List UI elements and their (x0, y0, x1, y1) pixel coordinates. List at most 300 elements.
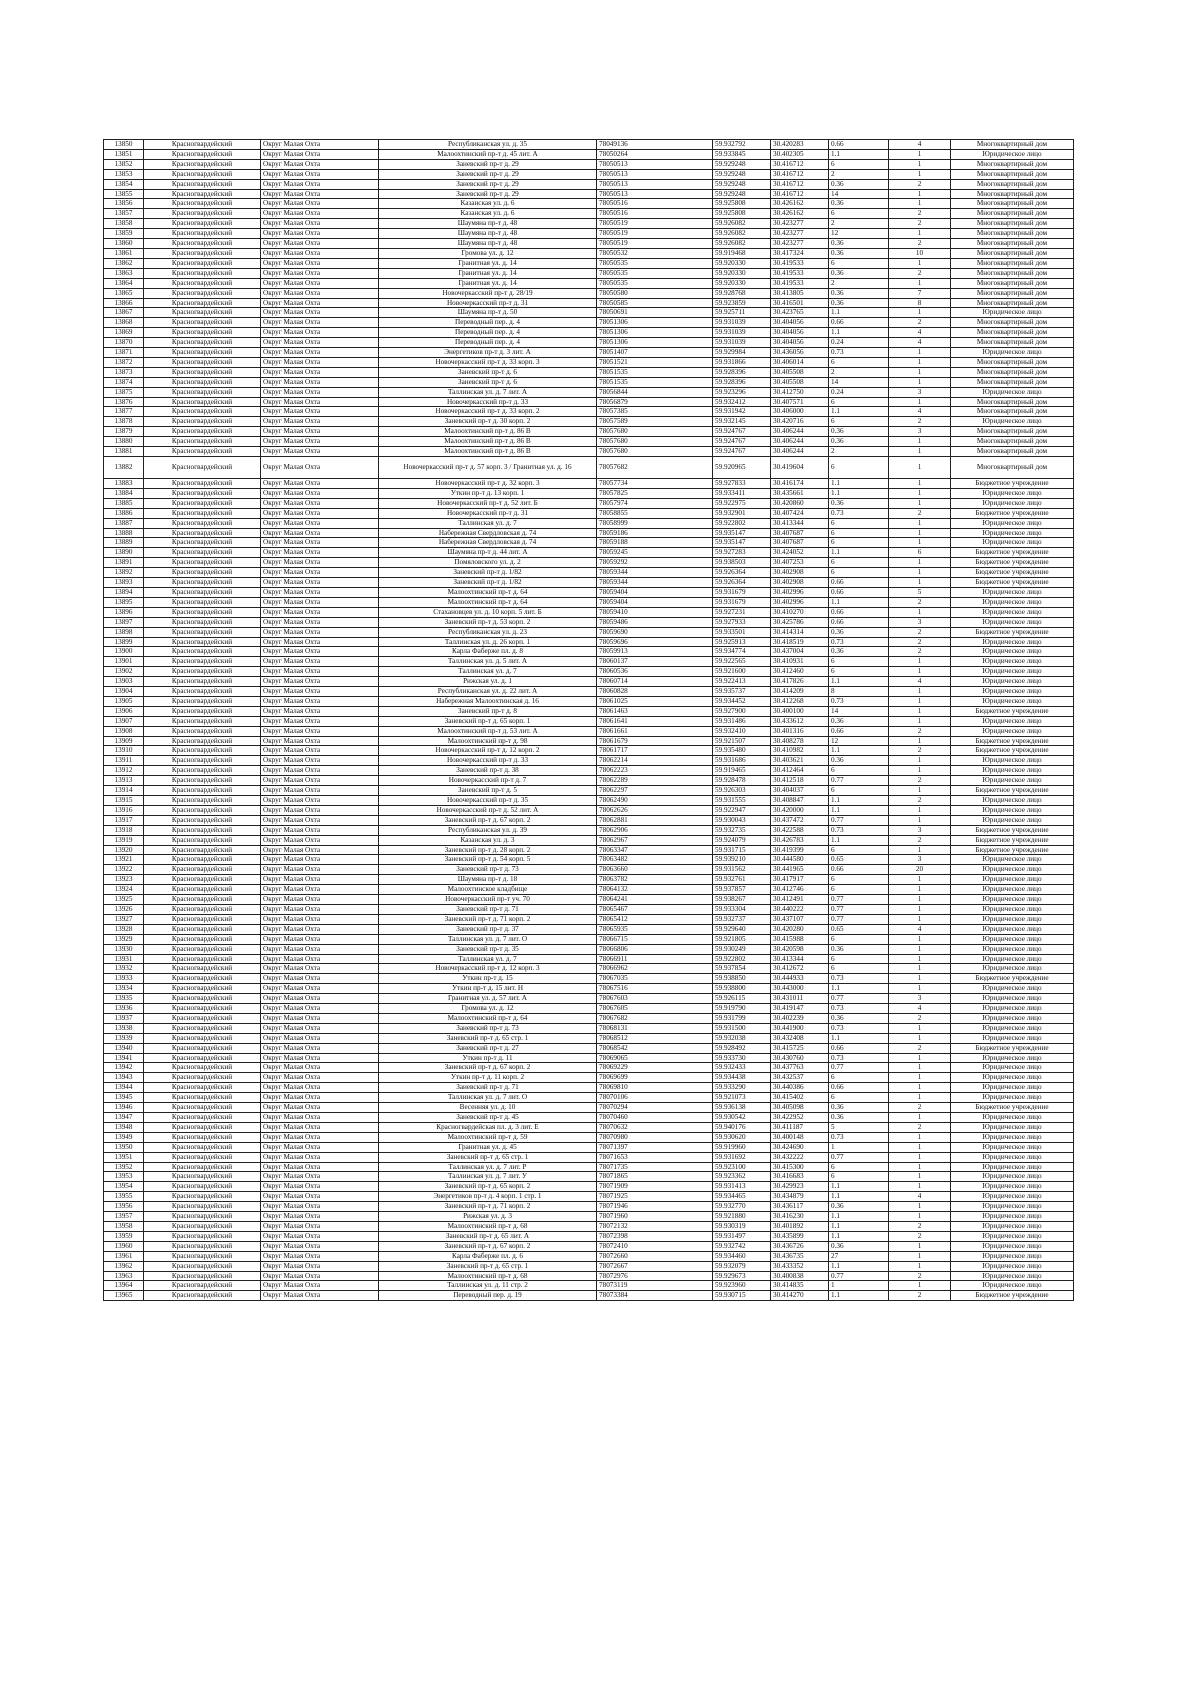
cell-object-code: 78073119 (597, 1281, 713, 1291)
cell-row-number: 13910 (104, 746, 144, 756)
cell-row-number: 13940 (104, 1043, 144, 1053)
cell-container-count: 2 (889, 179, 951, 189)
cell-row-number: 13916 (104, 805, 144, 815)
cell-container-count: 1 (889, 367, 951, 377)
cell-address: Уткин пр-т д. 11 корп. 2 (379, 1073, 597, 1083)
cell-address: Красногвардейская пл. д. 3 лит. Е (379, 1122, 597, 1132)
cell-object-code: 78069810 (597, 1083, 713, 1093)
cell-container-count: 1 (889, 149, 951, 159)
cell-address: Малоохтинский пр-т д. 64 (379, 1013, 597, 1023)
cell-container-count: 1 (889, 308, 951, 318)
cell-address: Рижская ул. д. 3 (379, 1212, 597, 1222)
cell-district: Красногвардейский (144, 159, 261, 169)
cell-latitude: 59.937857 (713, 885, 771, 895)
cell-object-code: 78060137 (597, 657, 713, 667)
cell-row-number: 13934 (104, 984, 144, 994)
cell-municipal-okrug: Округ Малая Охта (261, 716, 379, 726)
cell-container-volume: 14 (829, 189, 889, 199)
cell-municipal-okrug: Округ Малая Охта (261, 1261, 379, 1271)
cell-object-code: 78050516 (597, 209, 713, 219)
cell-longitude: 30.412464 (771, 766, 829, 776)
cell-owner-type: Бюджетное учреждение (951, 736, 1074, 746)
cell-container-count: 1 (889, 498, 951, 508)
cell-district: Красногвардейский (144, 387, 261, 397)
cell-district: Красногвардейский (144, 239, 261, 249)
cell-object-code: 78059186 (597, 528, 713, 538)
cell-longitude: 30.401892 (771, 1221, 829, 1231)
cell-container-count: 2 (889, 597, 951, 607)
cell-latitude: 59.936138 (713, 1103, 771, 1113)
cell-district: Красногвардейский (144, 726, 261, 736)
cell-row-number: 13962 (104, 1261, 144, 1271)
cell-container-volume: 0.77 (829, 895, 889, 905)
cell-longitude: 30.437107 (771, 914, 829, 924)
cell-row-number: 13893 (104, 578, 144, 588)
cell-container-volume: 0.36 (829, 944, 889, 954)
cell-container-count: 2 (889, 318, 951, 328)
cell-latitude: 59.938800 (713, 984, 771, 994)
cell-latitude: 59.931679 (713, 587, 771, 597)
cell-object-code: 78064241 (597, 895, 713, 905)
cell-latitude: 59.923859 (713, 298, 771, 308)
cell-address: Казанская ул. д. 6 (379, 199, 597, 209)
cell-container-volume: 0.36 (829, 288, 889, 298)
cell-container-volume: 0.73 (829, 974, 889, 984)
cell-container-count: 3 (889, 387, 951, 397)
cell-municipal-okrug: Округ Малая Охта (261, 367, 379, 377)
cell-container-count: 2 (889, 1043, 951, 1053)
cell-municipal-okrug: Округ Малая Охта (261, 457, 379, 479)
cell-longitude: 30.422952 (771, 1113, 829, 1123)
cell-row-number: 13894 (104, 587, 144, 597)
cell-longitude: 30.432408 (771, 1033, 829, 1043)
cell-latitude: 59.932410 (713, 726, 771, 736)
cell-longitude: 30.405098 (771, 1103, 829, 1113)
cell-district: Красногвардейский (144, 248, 261, 258)
cell-municipal-okrug: Округ Малая Охта (261, 815, 379, 825)
cell-object-code: 78071397 (597, 1142, 713, 1152)
cell-longitude: 30.413805 (771, 288, 829, 298)
cell-latitude: 59.923296 (713, 387, 771, 397)
cell-object-code: 78050519 (597, 229, 713, 239)
cell-latitude: 59.933501 (713, 627, 771, 637)
cell-container-count: 1 (889, 1053, 951, 1063)
cell-owner-type: Юридическое лицо (951, 1113, 1074, 1123)
cell-container-count: 1 (889, 914, 951, 924)
table-row (104, 377, 1074, 387)
cell-object-code: 78071653 (597, 1152, 713, 1162)
cell-owner-type: Юридическое лицо (951, 667, 1074, 677)
cell-object-code: 78072660 (597, 1251, 713, 1261)
cell-municipal-okrug: Округ Малая Охта (261, 479, 379, 489)
cell-row-number: 13948 (104, 1122, 144, 1132)
cell-municipal-okrug: Округ Малая Охта (261, 1004, 379, 1014)
cell-owner-type: Юридическое лицо (951, 498, 1074, 508)
table-row (104, 498, 1074, 508)
cell-municipal-okrug: Округ Малая Охта (261, 756, 379, 766)
table-row (104, 637, 1074, 647)
cell-container-count: 1 (889, 657, 951, 667)
cell-district: Красногвардейский (144, 984, 261, 994)
cell-row-number: 13954 (104, 1182, 144, 1192)
cell-district: Красногвардейский (144, 508, 261, 518)
table-row (104, 667, 1074, 677)
cell-container-volume: 6 (829, 954, 889, 964)
cell-longitude: 30.416174 (771, 479, 829, 489)
cell-municipal-okrug: Округ Малая Охта (261, 407, 379, 417)
cell-municipal-okrug: Округ Малая Охта (261, 1241, 379, 1251)
cell-latitude: 59.922565 (713, 657, 771, 667)
cell-owner-type: Юридическое лицо (951, 696, 1074, 706)
table-row (104, 776, 1074, 786)
cell-longitude: 30.410982 (771, 746, 829, 756)
cell-district: Красногвардейский (144, 357, 261, 367)
cell-object-code: 78063660 (597, 865, 713, 875)
cell-container-volume: 6 (829, 528, 889, 538)
cell-municipal-okrug: Округ Малая Охта (261, 1202, 379, 1212)
cell-address: Энергетиков пр-т д. 3 лит. А (379, 348, 597, 358)
cell-municipal-okrug: Округ Малая Охта (261, 895, 379, 905)
cell-latitude: 59.930319 (713, 1221, 771, 1231)
table-row (104, 736, 1074, 746)
cell-container-volume: 14 (829, 706, 889, 716)
cell-container-count: 1 (889, 1212, 951, 1222)
cell-owner-type: Многоквартирный дом (951, 229, 1074, 239)
cell-longitude: 30.400838 (771, 1271, 829, 1281)
cell-container-volume: 1.1 (829, 1192, 889, 1202)
cell-object-code: 78066962 (597, 964, 713, 974)
cell-longitude: 30.404056 (771, 338, 829, 348)
cell-district: Красногвардейский (144, 1033, 261, 1043)
cell-container-volume: 1.1 (829, 407, 889, 417)
table-row (104, 538, 1074, 548)
cell-latitude: 59.927900 (713, 706, 771, 716)
cell-latitude: 59.934438 (713, 1073, 771, 1083)
cell-object-code: 78051535 (597, 367, 713, 377)
cell-row-number: 13890 (104, 548, 144, 558)
cell-owner-type: Многоквартирный дом (951, 189, 1074, 199)
cell-district: Красногвардейский (144, 348, 261, 358)
cell-owner-type: Юридическое лицо (951, 756, 1074, 766)
cell-container-count: 1 (889, 1182, 951, 1192)
cell-owner-type: Юридическое лицо (951, 1132, 1074, 1142)
cell-container-volume: 0.36 (829, 239, 889, 249)
cell-address: Переводный пер. д. 4 (379, 318, 597, 328)
cell-row-number: 13865 (104, 288, 144, 298)
cell-container-count: 2 (889, 746, 951, 756)
cell-latitude: 59.930542 (713, 1113, 771, 1123)
table-row (104, 357, 1074, 367)
cell-row-number: 13950 (104, 1142, 144, 1152)
cell-object-code: 78059404 (597, 587, 713, 597)
cell-container-count: 2 (889, 508, 951, 518)
cell-owner-type: Многоквартирный дом (951, 338, 1074, 348)
cell-object-code: 78070632 (597, 1122, 713, 1132)
cell-object-code: 78062490 (597, 796, 713, 806)
cell-address: Переводный пер. д. 19 (379, 1291, 597, 1301)
cell-latitude: 59.934452 (713, 696, 771, 706)
cell-container-volume: 8 (829, 687, 889, 697)
table-row (104, 1192, 1074, 1202)
cell-container-volume: 0.36 (829, 437, 889, 447)
cell-object-code: 78050532 (597, 248, 713, 258)
cell-owner-type: Многоквартирный дом (951, 248, 1074, 258)
cell-container-count: 1 (889, 667, 951, 677)
cell-object-code: 78070980 (597, 1132, 713, 1142)
cell-container-count: 1 (889, 815, 951, 825)
cell-owner-type: Юридическое лицо (951, 1182, 1074, 1192)
cell-object-code: 78071909 (597, 1182, 713, 1192)
table-row (104, 924, 1074, 934)
cell-district: Красногвардейский (144, 538, 261, 548)
cell-address: Республиканская ул. д. 22 лит. А (379, 687, 597, 697)
cell-latitude: 59.929248 (713, 189, 771, 199)
cell-container-volume: 6 (829, 766, 889, 776)
cell-row-number: 13896 (104, 607, 144, 617)
cell-container-volume: 0.66 (829, 578, 889, 588)
cell-longitude: 30.419604 (771, 457, 829, 479)
cell-container-count: 1 (889, 568, 951, 578)
cell-district: Красногвардейский (144, 1231, 261, 1241)
cell-longitude: 30.414835 (771, 1281, 829, 1291)
cell-container-count: 1 (889, 934, 951, 944)
cell-owner-type: Многоквартирный дом (951, 219, 1074, 229)
cell-owner-type: Бюджетное учреждение (951, 786, 1074, 796)
cell-owner-type: Юридическое лицо (951, 528, 1074, 538)
cell-container-volume: 0.66 (829, 607, 889, 617)
cell-owner-type: Юридическое лицо (951, 865, 1074, 875)
cell-owner-type: Юридическое лицо (951, 1053, 1074, 1063)
cell-container-volume: 1.1 (829, 1033, 889, 1043)
cell-row-number: 13911 (104, 756, 144, 766)
cell-owner-type: Многоквартирный дом (951, 447, 1074, 457)
cell-address: Малоохтинское кладбище (379, 885, 597, 895)
cell-address: Громова ул. д. 12 (379, 248, 597, 258)
cell-owner-type: Юридическое лицо (951, 597, 1074, 607)
cell-row-number: 13946 (104, 1103, 144, 1113)
cell-object-code: 78059292 (597, 558, 713, 568)
cell-latitude: 59.924767 (713, 447, 771, 457)
cell-container-count: 1 (889, 736, 951, 746)
cell-longitude: 30.402305 (771, 149, 829, 159)
cell-container-count: 1 (889, 278, 951, 288)
table-row (104, 417, 1074, 427)
cell-object-code: 78062967 (597, 835, 713, 845)
cell-owner-type: Юридическое лицо (951, 1063, 1074, 1073)
cell-district: Красногвардейский (144, 587, 261, 597)
cell-container-volume: 0.66 (829, 865, 889, 875)
cell-owner-type: Юридическое лицо (951, 895, 1074, 905)
cell-latitude: 59.919465 (713, 766, 771, 776)
cell-latitude: 59.931686 (713, 756, 771, 766)
cell-municipal-okrug: Округ Малая Охта (261, 518, 379, 528)
cell-latitude: 59.935147 (713, 528, 771, 538)
cell-longitude: 30.402996 (771, 587, 829, 597)
cell-latitude: 59.935147 (713, 538, 771, 548)
table-row (104, 885, 1074, 895)
cell-owner-type: Юридическое лицо (951, 1212, 1074, 1222)
cell-municipal-okrug: Округ Малая Охта (261, 397, 379, 407)
cell-district: Красногвардейский (144, 1083, 261, 1093)
table-row (104, 1063, 1074, 1073)
cell-row-number: 13926 (104, 904, 144, 914)
cell-address: Новочеркасский пр-т д. 31 (379, 298, 597, 308)
cell-latitude: 59.935737 (713, 687, 771, 697)
cell-address: Малоохтинский пр-т д. 45 лит. А (379, 149, 597, 159)
cell-district: Красногвардейский (144, 189, 261, 199)
cell-row-number: 13885 (104, 498, 144, 508)
cell-address: Шаумяна пр-т д. 50 (379, 308, 597, 318)
cell-container-count: 1 (889, 1261, 951, 1271)
cell-row-number: 13858 (104, 219, 144, 229)
cell-container-count: 1 (889, 518, 951, 528)
cell-container-volume: 2 (829, 278, 889, 288)
cell-district: Красногвардейский (144, 447, 261, 457)
cell-container-volume: 0.36 (829, 179, 889, 189)
cell-container-volume: 0.77 (829, 904, 889, 914)
cell-row-number: 13907 (104, 716, 144, 726)
cell-latitude: 59.923100 (713, 1162, 771, 1172)
cell-owner-type: Многоквартирный дом (951, 258, 1074, 268)
cell-address: Таллинская ул. д. 7 лит. О (379, 1093, 597, 1103)
cell-latitude: 59.929248 (713, 179, 771, 189)
cell-latitude: 59.925808 (713, 199, 771, 209)
cell-container-volume: 0.66 (829, 1083, 889, 1093)
cell-address: Заневский пр-т д. 1/82 (379, 578, 597, 588)
cell-district: Красногвардейский (144, 1053, 261, 1063)
cell-latitude: 59.933304 (713, 904, 771, 914)
cell-latitude: 59.926082 (713, 239, 771, 249)
cell-district: Красногвардейский (144, 1113, 261, 1123)
cell-longitude: 30.435661 (771, 488, 829, 498)
cell-row-number: 13904 (104, 687, 144, 697)
cell-district: Красногвардейский (144, 1013, 261, 1023)
cell-row-number: 13923 (104, 875, 144, 885)
cell-owner-type: Юридическое лицо (951, 766, 1074, 776)
cell-longitude: 30.426783 (771, 835, 829, 845)
cell-object-code: 78059913 (597, 647, 713, 657)
cell-address: Гранитная ул. д. 14 (379, 278, 597, 288)
cell-municipal-okrug: Округ Малая Охта (261, 904, 379, 914)
cell-owner-type: Многоквартирный дом (951, 328, 1074, 338)
cell-row-number: 13867 (104, 308, 144, 318)
cell-municipal-okrug: Округ Малая Охта (261, 528, 379, 538)
cell-container-volume: 1.1 (829, 1231, 889, 1241)
cell-container-volume: 0.36 (829, 199, 889, 209)
cell-row-number: 13889 (104, 538, 144, 548)
cell-municipal-okrug: Округ Малая Охта (261, 140, 379, 150)
cell-longitude: 30.436726 (771, 1241, 829, 1251)
cell-municipal-okrug: Округ Малая Охта (261, 637, 379, 647)
table-row (104, 189, 1074, 199)
cell-container-count: 1 (889, 1202, 951, 1212)
cell-longitude: 30.423765 (771, 308, 829, 318)
cell-container-volume: 0.73 (829, 637, 889, 647)
cell-container-count: 1 (889, 1093, 951, 1103)
cell-district: Красногвардейский (144, 1221, 261, 1231)
cell-longitude: 30.420280 (771, 924, 829, 934)
cell-district: Красногвардейский (144, 1073, 261, 1083)
cell-address: Новочеркасский пр-т уч. 70 (379, 895, 597, 905)
table-row (104, 239, 1074, 249)
table-row (104, 209, 1074, 219)
table-row (104, 1182, 1074, 1192)
table-row (104, 1261, 1074, 1271)
cell-owner-type: Многоквартирный дом (951, 169, 1074, 179)
cell-municipal-okrug: Округ Малая Охта (261, 568, 379, 578)
table-row (104, 1103, 1074, 1113)
table-row (104, 318, 1074, 328)
table-row (104, 427, 1074, 437)
cell-address: Шаумяна пр-т д. 48 (379, 239, 597, 249)
cell-district: Красногвардейский (144, 1192, 261, 1202)
cell-row-number: 13866 (104, 298, 144, 308)
table-row (104, 1122, 1074, 1132)
cell-latitude: 59.928768 (713, 288, 771, 298)
cell-address: Заневский пр-т д. 29 (379, 169, 597, 179)
table-row (104, 338, 1074, 348)
cell-longitude: 30.405508 (771, 377, 829, 387)
cell-longitude: 30.420283 (771, 140, 829, 150)
cell-longitude: 30.441965 (771, 865, 829, 875)
table-row (104, 1221, 1074, 1231)
cell-row-number: 13930 (104, 944, 144, 954)
cell-owner-type: Юридическое лицо (951, 1231, 1074, 1241)
cell-container-volume: 1.1 (829, 835, 889, 845)
cell-latitude: 59.933730 (713, 1053, 771, 1063)
cell-latitude: 59.928396 (713, 377, 771, 387)
cell-container-count: 1 (889, 189, 951, 199)
cell-longitude: 30.443000 (771, 984, 829, 994)
cell-container-volume: 0.36 (829, 1202, 889, 1212)
cell-district: Красногвардейский (144, 457, 261, 479)
cell-container-count: 2 (889, 219, 951, 229)
cell-container-volume: 12 (829, 229, 889, 239)
cell-district: Красногвардейский (144, 607, 261, 617)
cell-latitude: 59.931039 (713, 338, 771, 348)
cell-owner-type: Юридическое лицо (951, 776, 1074, 786)
cell-latitude: 59.931500 (713, 1023, 771, 1033)
cell-owner-type: Многоквартирный дом (951, 268, 1074, 278)
cell-row-number: 13963 (104, 1271, 144, 1281)
cell-container-volume: 0.73 (829, 1132, 889, 1142)
table-row (104, 508, 1074, 518)
cell-address: Таллинская ул. д. 7 (379, 518, 597, 528)
table-row (104, 746, 1074, 756)
cell-object-code: 78072667 (597, 1261, 713, 1271)
cell-owner-type: Юридическое лицо (951, 617, 1074, 627)
cell-latitude: 59.925913 (713, 637, 771, 647)
cell-container-count: 1 (889, 696, 951, 706)
cell-municipal-okrug: Округ Малая Охта (261, 805, 379, 815)
table-row (104, 875, 1074, 885)
cell-address: Карла Фаберже пл. д. 6 (379, 1251, 597, 1261)
cell-latitude: 59.924767 (713, 427, 771, 437)
cell-latitude: 59.919790 (713, 1004, 771, 1014)
cell-latitude: 59.925711 (713, 308, 771, 318)
cell-owner-type: Многоквартирный дом (951, 457, 1074, 479)
cell-container-count: 1 (889, 199, 951, 209)
cell-latitude: 59.922413 (713, 677, 771, 687)
cell-district: Красногвардейский (144, 677, 261, 687)
cell-address: Заневский пр-т д. 67 корп. 2 (379, 1241, 597, 1251)
cell-container-count: 1 (889, 397, 951, 407)
cell-container-volume: 6 (829, 159, 889, 169)
cell-address: Шаумяна пр-т д. 48 (379, 219, 597, 229)
table-row (104, 1073, 1074, 1083)
cell-object-code: 78065467 (597, 904, 713, 914)
cell-longitude: 30.410270 (771, 607, 829, 617)
